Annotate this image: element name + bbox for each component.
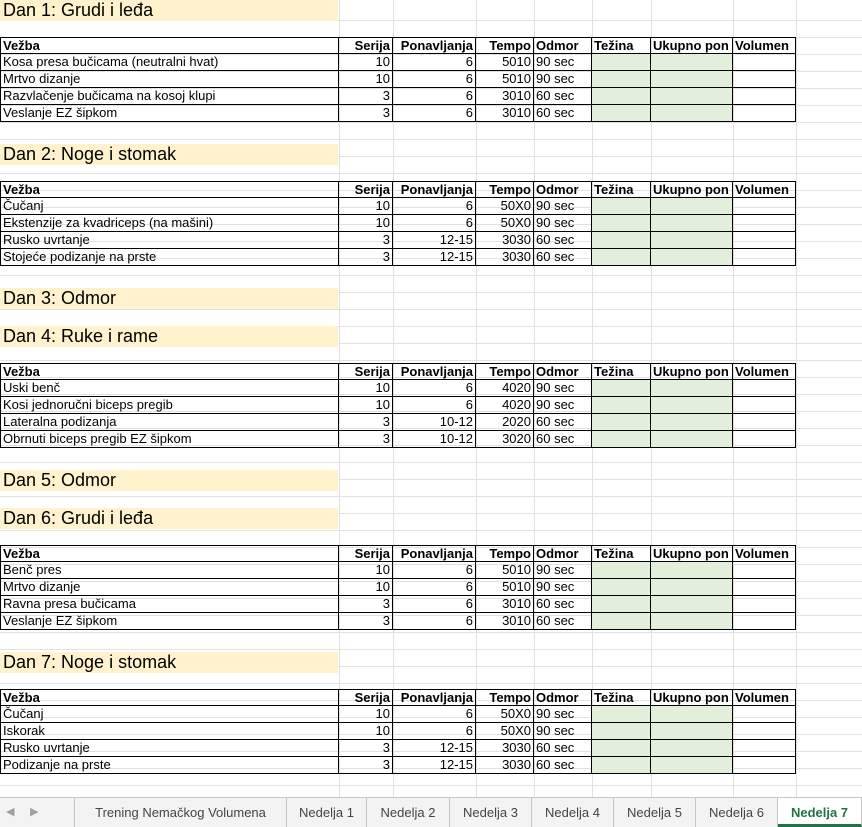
column-header: Volumen <box>733 363 796 380</box>
volume-cell[interactable] <box>733 562 796 579</box>
tempo-cell[interactable]: 3030 <box>476 249 534 266</box>
rest-cell[interactable]: 90 sec <box>534 215 592 232</box>
weight-input-cell[interactable] <box>592 562 651 579</box>
column-header: Odmor <box>534 689 592 706</box>
reps-cell[interactable]: 6 <box>393 706 476 723</box>
sets-cell[interactable]: 3 <box>339 613 393 630</box>
exercise-cell[interactable]: Podizanje na prste <box>0 757 339 774</box>
column-header: Ukupno pon <box>651 37 733 54</box>
gridline <box>796 0 797 797</box>
exercise-cell[interactable]: Obrnuti biceps pregib EZ šipkom <box>0 431 339 448</box>
exercise-cell[interactable]: Rusko uvrtanje <box>0 740 339 757</box>
rest-cell[interactable]: 60 sec <box>534 414 592 431</box>
tempo-cell[interactable]: 50X0 <box>476 723 534 740</box>
rest-cell[interactable]: 60 sec <box>534 88 592 105</box>
reps-cell[interactable]: 6 <box>393 380 476 397</box>
tempo-cell[interactable]: 4020 <box>476 397 534 414</box>
exercise-cell[interactable]: Uski benč <box>0 380 339 397</box>
sets-cell[interactable]: 3 <box>339 740 393 757</box>
column-header: Tempo <box>476 37 534 54</box>
column-header: Tempo <box>476 363 534 380</box>
weight-input-cell[interactable] <box>592 232 651 249</box>
exercise-cell[interactable]: Kosa presa bučicama (neutralni hvat) <box>0 54 339 71</box>
reps-cell[interactable]: 6 <box>393 723 476 740</box>
column-header: Ponavljanja <box>393 181 476 198</box>
sets-cell[interactable]: 3 <box>339 105 393 122</box>
gridline <box>0 462 862 463</box>
reps-cell[interactable]: 6 <box>393 215 476 232</box>
gridline <box>0 649 862 650</box>
rest-cell[interactable]: 60 sec <box>534 232 592 249</box>
total-reps-input-cell[interactable] <box>651 613 733 630</box>
volume-cell[interactable] <box>733 723 796 740</box>
tempo-cell[interactable]: 2020 <box>476 414 534 431</box>
day-title: Dan 4: Ruke i rame <box>0 326 338 347</box>
total-reps-input-cell[interactable] <box>651 105 733 122</box>
tempo-cell[interactable]: 5010 <box>476 71 534 88</box>
weight-input-cell[interactable] <box>592 757 651 774</box>
column-header: Vežba <box>0 37 339 54</box>
sets-cell[interactable]: 10 <box>339 723 393 740</box>
weight-input-cell[interactable] <box>592 198 651 215</box>
rest-cell[interactable]: 60 sec <box>534 596 592 613</box>
reps-cell[interactable]: 6 <box>393 105 476 122</box>
weight-input-cell[interactable] <box>592 740 651 757</box>
volume-cell[interactable] <box>733 71 796 88</box>
sets-cell[interactable]: 3 <box>339 88 393 105</box>
rest-cell[interactable]: 90 sec <box>534 579 592 596</box>
tempo-cell[interactable]: 50X0 <box>476 706 534 723</box>
tempo-cell[interactable]: 4020 <box>476 380 534 397</box>
gridline <box>0 275 862 276</box>
volume-cell[interactable] <box>733 105 796 122</box>
weight-input-cell[interactable] <box>592 215 651 232</box>
column-header: Odmor <box>534 181 592 198</box>
rest-cell[interactable]: 60 sec <box>534 613 592 630</box>
rest-cell[interactable]: 60 sec <box>534 757 592 774</box>
volume-cell[interactable] <box>733 706 796 723</box>
rest-cell[interactable]: 60 sec <box>534 740 592 757</box>
tempo-cell[interactable]: 3030 <box>476 740 534 757</box>
exercise-cell[interactable]: Mrtvo dizanje <box>0 579 339 596</box>
total-reps-input-cell[interactable] <box>651 88 733 105</box>
volume-cell[interactable] <box>733 414 796 431</box>
weight-input-cell[interactable] <box>592 380 651 397</box>
column-header: Serija <box>339 181 393 198</box>
total-reps-input-cell[interactable] <box>651 414 733 431</box>
weight-input-cell[interactable] <box>592 249 651 266</box>
weight-input-cell[interactable] <box>592 579 651 596</box>
weight-input-cell[interactable] <box>592 88 651 105</box>
column-header: Ponavljanja <box>393 37 476 54</box>
column-header: Vežba <box>0 545 339 562</box>
weight-input-cell[interactable] <box>592 414 651 431</box>
sets-cell[interactable]: 10 <box>339 215 393 232</box>
sets-cell[interactable]: 10 <box>339 380 393 397</box>
total-reps-input-cell[interactable] <box>651 249 733 266</box>
sheet-tab[interactable]: Trening Nemačkog Volumena <box>74 798 287 827</box>
reps-cell[interactable]: 6 <box>393 613 476 630</box>
volume-cell[interactable] <box>733 54 796 71</box>
sets-cell[interactable]: 3 <box>339 249 393 266</box>
volume-cell[interactable] <box>733 397 796 414</box>
column-header: Odmor <box>534 37 592 54</box>
column-header: Ukupno pon <box>651 181 733 198</box>
column-header: Vežba <box>0 689 339 706</box>
column-header: Ponavljanja <box>393 363 476 380</box>
rest-cell[interactable]: 90 sec <box>534 71 592 88</box>
tempo-cell[interactable]: 50X0 <box>476 198 534 215</box>
reps-cell[interactable]: 6 <box>393 562 476 579</box>
sets-cell[interactable]: 10 <box>339 579 393 596</box>
rest-cell[interactable]: 90 sec <box>534 380 592 397</box>
exercise-cell[interactable]: Rusko uvrtanje <box>0 232 339 249</box>
sheet-tab[interactable]: Nedelja 4 <box>532 798 614 827</box>
reps-cell[interactable]: 12-15 <box>393 249 476 266</box>
column-header: Odmor <box>534 545 592 562</box>
reps-cell[interactable]: 10-12 <box>393 414 476 431</box>
column-header: Težina <box>592 689 651 706</box>
sets-cell[interactable]: 10 <box>339 71 393 88</box>
total-reps-input-cell[interactable] <box>651 562 733 579</box>
exercise-cell[interactable]: Kosi jednoručni biceps pregib <box>0 397 339 414</box>
volume-cell[interactable] <box>733 596 796 613</box>
gridline <box>0 496 862 497</box>
day-title: Dan 7: Noge i stomak <box>0 652 338 673</box>
column-header: Ponavljanja <box>393 545 476 562</box>
column-header: Volumen <box>733 689 796 706</box>
total-reps-input-cell[interactable] <box>651 723 733 740</box>
rest-cell[interactable]: 60 sec <box>534 431 592 448</box>
tempo-cell[interactable]: 5010 <box>476 54 534 71</box>
column-header: Serija <box>339 689 393 706</box>
sets-cell[interactable]: 3 <box>339 757 393 774</box>
total-reps-input-cell[interactable] <box>651 596 733 613</box>
column-header: Ukupno pon <box>651 689 733 706</box>
column-header: Volumen <box>733 181 796 198</box>
reps-cell[interactable]: 6 <box>393 88 476 105</box>
rest-cell[interactable]: 90 sec <box>534 397 592 414</box>
weight-input-cell[interactable] <box>592 397 651 414</box>
total-reps-input-cell[interactable] <box>651 757 733 774</box>
column-header: Tempo <box>476 689 534 706</box>
sheet-tab[interactable]: Nedelja 6 <box>696 798 778 827</box>
gridline <box>0 173 862 174</box>
rest-cell[interactable]: 60 sec <box>534 105 592 122</box>
weight-input-cell[interactable] <box>592 723 651 740</box>
total-reps-input-cell[interactable] <box>651 706 733 723</box>
sheet-tab[interactable]: Nedelja 5 <box>614 798 696 827</box>
tempo-cell[interactable]: 3010 <box>476 105 534 122</box>
column-header: Težina <box>592 363 651 380</box>
volume-cell[interactable] <box>733 579 796 596</box>
exercise-cell[interactable]: Veslanje EZ šipkom <box>0 105 339 122</box>
sets-cell[interactable]: 10 <box>339 397 393 414</box>
day-title: Dan 1: Grudi i leđa <box>0 0 338 21</box>
gridline <box>0 683 862 684</box>
sets-cell[interactable]: 10 <box>339 198 393 215</box>
reps-cell[interactable]: 12-15 <box>393 232 476 249</box>
sets-cell[interactable]: 3 <box>339 232 393 249</box>
total-reps-input-cell[interactable] <box>651 215 733 232</box>
reps-cell[interactable]: 6 <box>393 71 476 88</box>
exercise-cell[interactable]: Čučanj <box>0 198 339 215</box>
column-header: Ponavljanja <box>393 689 476 706</box>
exercise-cell[interactable]: Mrtvo dizanje <box>0 71 339 88</box>
gridline <box>0 785 862 786</box>
volume-cell[interactable] <box>733 431 796 448</box>
rest-cell[interactable]: 90 sec <box>534 54 592 71</box>
column-header: Vežba <box>0 181 339 198</box>
reps-cell[interactable]: 12-15 <box>393 740 476 757</box>
sheet-tab[interactable]: Nedelja 3 <box>450 798 532 827</box>
exercise-cell[interactable]: Iskorak <box>0 723 339 740</box>
tempo-cell[interactable]: 5010 <box>476 562 534 579</box>
total-reps-input-cell[interactable] <box>651 380 733 397</box>
column-header: Vežba <box>0 363 339 380</box>
reps-cell[interactable]: 6 <box>393 54 476 71</box>
reps-cell[interactable]: 12-15 <box>393 757 476 774</box>
gridline <box>0 139 862 140</box>
rest-cell[interactable]: 90 sec <box>534 706 592 723</box>
volume-cell[interactable] <box>733 88 796 105</box>
exercise-cell[interactable]: Ravna presa bučicama <box>0 596 339 613</box>
reps-cell[interactable]: 10-12 <box>393 431 476 448</box>
total-reps-input-cell[interactable] <box>651 740 733 757</box>
weight-input-cell[interactable] <box>592 54 651 71</box>
sets-cell[interactable]: 3 <box>339 414 393 431</box>
column-header: Odmor <box>534 363 592 380</box>
volume-cell[interactable] <box>733 198 796 215</box>
exercise-cell[interactable]: Stojeće podizanje na prste <box>0 249 339 266</box>
weight-input-cell[interactable] <box>592 596 651 613</box>
tempo-cell[interactable]: 3010 <box>476 613 534 630</box>
exercise-cell[interactable]: Ekstenzije za kvadriceps (na mašini) <box>0 215 339 232</box>
sheet-tab[interactable]: Nedelja 1 <box>287 798 367 827</box>
sets-cell[interactable]: 3 <box>339 431 393 448</box>
chevron-left-icon[interactable]: ◀ <box>6 806 15 818</box>
volume-cell[interactable] <box>733 249 796 266</box>
reps-cell[interactable]: 6 <box>393 579 476 596</box>
volume-cell[interactable] <box>733 380 796 397</box>
column-header: Volumen <box>733 545 796 562</box>
gridline <box>0 360 862 361</box>
weight-input-cell[interactable] <box>592 431 651 448</box>
sets-cell[interactable]: 10 <box>339 54 393 71</box>
weight-input-cell[interactable] <box>592 105 651 122</box>
tempo-cell[interactable]: 50X0 <box>476 215 534 232</box>
sets-cell[interactable]: 10 <box>339 706 393 723</box>
volume-cell[interactable] <box>733 215 796 232</box>
exercise-cell[interactable]: Benč pres <box>0 562 339 579</box>
exercise-cell[interactable]: Lateralna podizanja <box>0 414 339 431</box>
sheet-tab[interactable]: Nedelja 2 <box>367 798 450 827</box>
reps-cell[interactable]: 6 <box>393 198 476 215</box>
column-header: Tempo <box>476 545 534 562</box>
column-header: Serija <box>339 545 393 562</box>
column-header: Tempo <box>476 181 534 198</box>
column-header: Volumen <box>733 37 796 54</box>
tempo-cell[interactable]: 3020 <box>476 431 534 448</box>
weight-input-cell[interactable] <box>592 71 651 88</box>
volume-cell[interactable] <box>733 613 796 630</box>
day-title: Dan 6: Grudi i leđa <box>0 508 338 529</box>
gridline <box>0 632 862 633</box>
column-header: Ukupno pon <box>651 363 733 380</box>
exercise-cell[interactable]: Veslanje EZ šipkom <box>0 613 339 630</box>
gridline <box>0 530 862 531</box>
day-title: Dan 2: Noge i stomak <box>0 144 338 165</box>
total-reps-input-cell[interactable] <box>651 579 733 596</box>
column-header: Težina <box>592 37 651 54</box>
tempo-cell[interactable]: 3010 <box>476 88 534 105</box>
column-header: Serija <box>339 363 393 380</box>
total-reps-input-cell[interactable] <box>651 431 733 448</box>
column-header: Serija <box>339 37 393 54</box>
reps-cell[interactable]: 6 <box>393 397 476 414</box>
total-reps-input-cell[interactable] <box>651 54 733 71</box>
volume-cell[interactable] <box>733 232 796 249</box>
sets-cell[interactable]: 10 <box>339 562 393 579</box>
tempo-cell[interactable]: 3030 <box>476 757 534 774</box>
gridline <box>0 122 862 123</box>
day-title: Dan 3: Odmor <box>0 288 338 309</box>
total-reps-input-cell[interactable] <box>651 198 733 215</box>
rest-cell[interactable]: 90 sec <box>534 198 592 215</box>
tempo-cell[interactable]: 3010 <box>476 596 534 613</box>
rest-cell[interactable]: 60 sec <box>534 249 592 266</box>
volume-cell[interactable] <box>733 740 796 757</box>
column-header: Težina <box>592 181 651 198</box>
gridline <box>0 309 862 310</box>
day-title: Dan 5: Odmor <box>0 470 338 491</box>
tempo-cell[interactable]: 5010 <box>476 579 534 596</box>
rest-cell[interactable]: 90 sec <box>534 562 592 579</box>
chevron-right-icon[interactable]: ▶ <box>30 806 39 818</box>
volume-cell[interactable] <box>733 757 796 774</box>
sheet-tab-bar <box>0 797 862 827</box>
column-header: Težina <box>592 545 651 562</box>
total-reps-input-cell[interactable] <box>651 71 733 88</box>
exercise-cell[interactable]: Razvlačenje bučicama na kosoj klupi <box>0 88 339 105</box>
rest-cell[interactable]: 90 sec <box>534 723 592 740</box>
weight-input-cell[interactable] <box>592 613 651 630</box>
tempo-cell[interactable]: 3030 <box>476 232 534 249</box>
total-reps-input-cell[interactable] <box>651 397 733 414</box>
sets-cell[interactable]: 3 <box>339 596 393 613</box>
column-header: Ukupno pon <box>651 545 733 562</box>
weight-input-cell[interactable] <box>592 706 651 723</box>
sheet-tab[interactable]: Nedelja 7 <box>778 798 862 827</box>
reps-cell[interactable]: 6 <box>393 596 476 613</box>
total-reps-input-cell[interactable] <box>651 232 733 249</box>
exercise-cell[interactable]: Čučanj <box>0 706 339 723</box>
